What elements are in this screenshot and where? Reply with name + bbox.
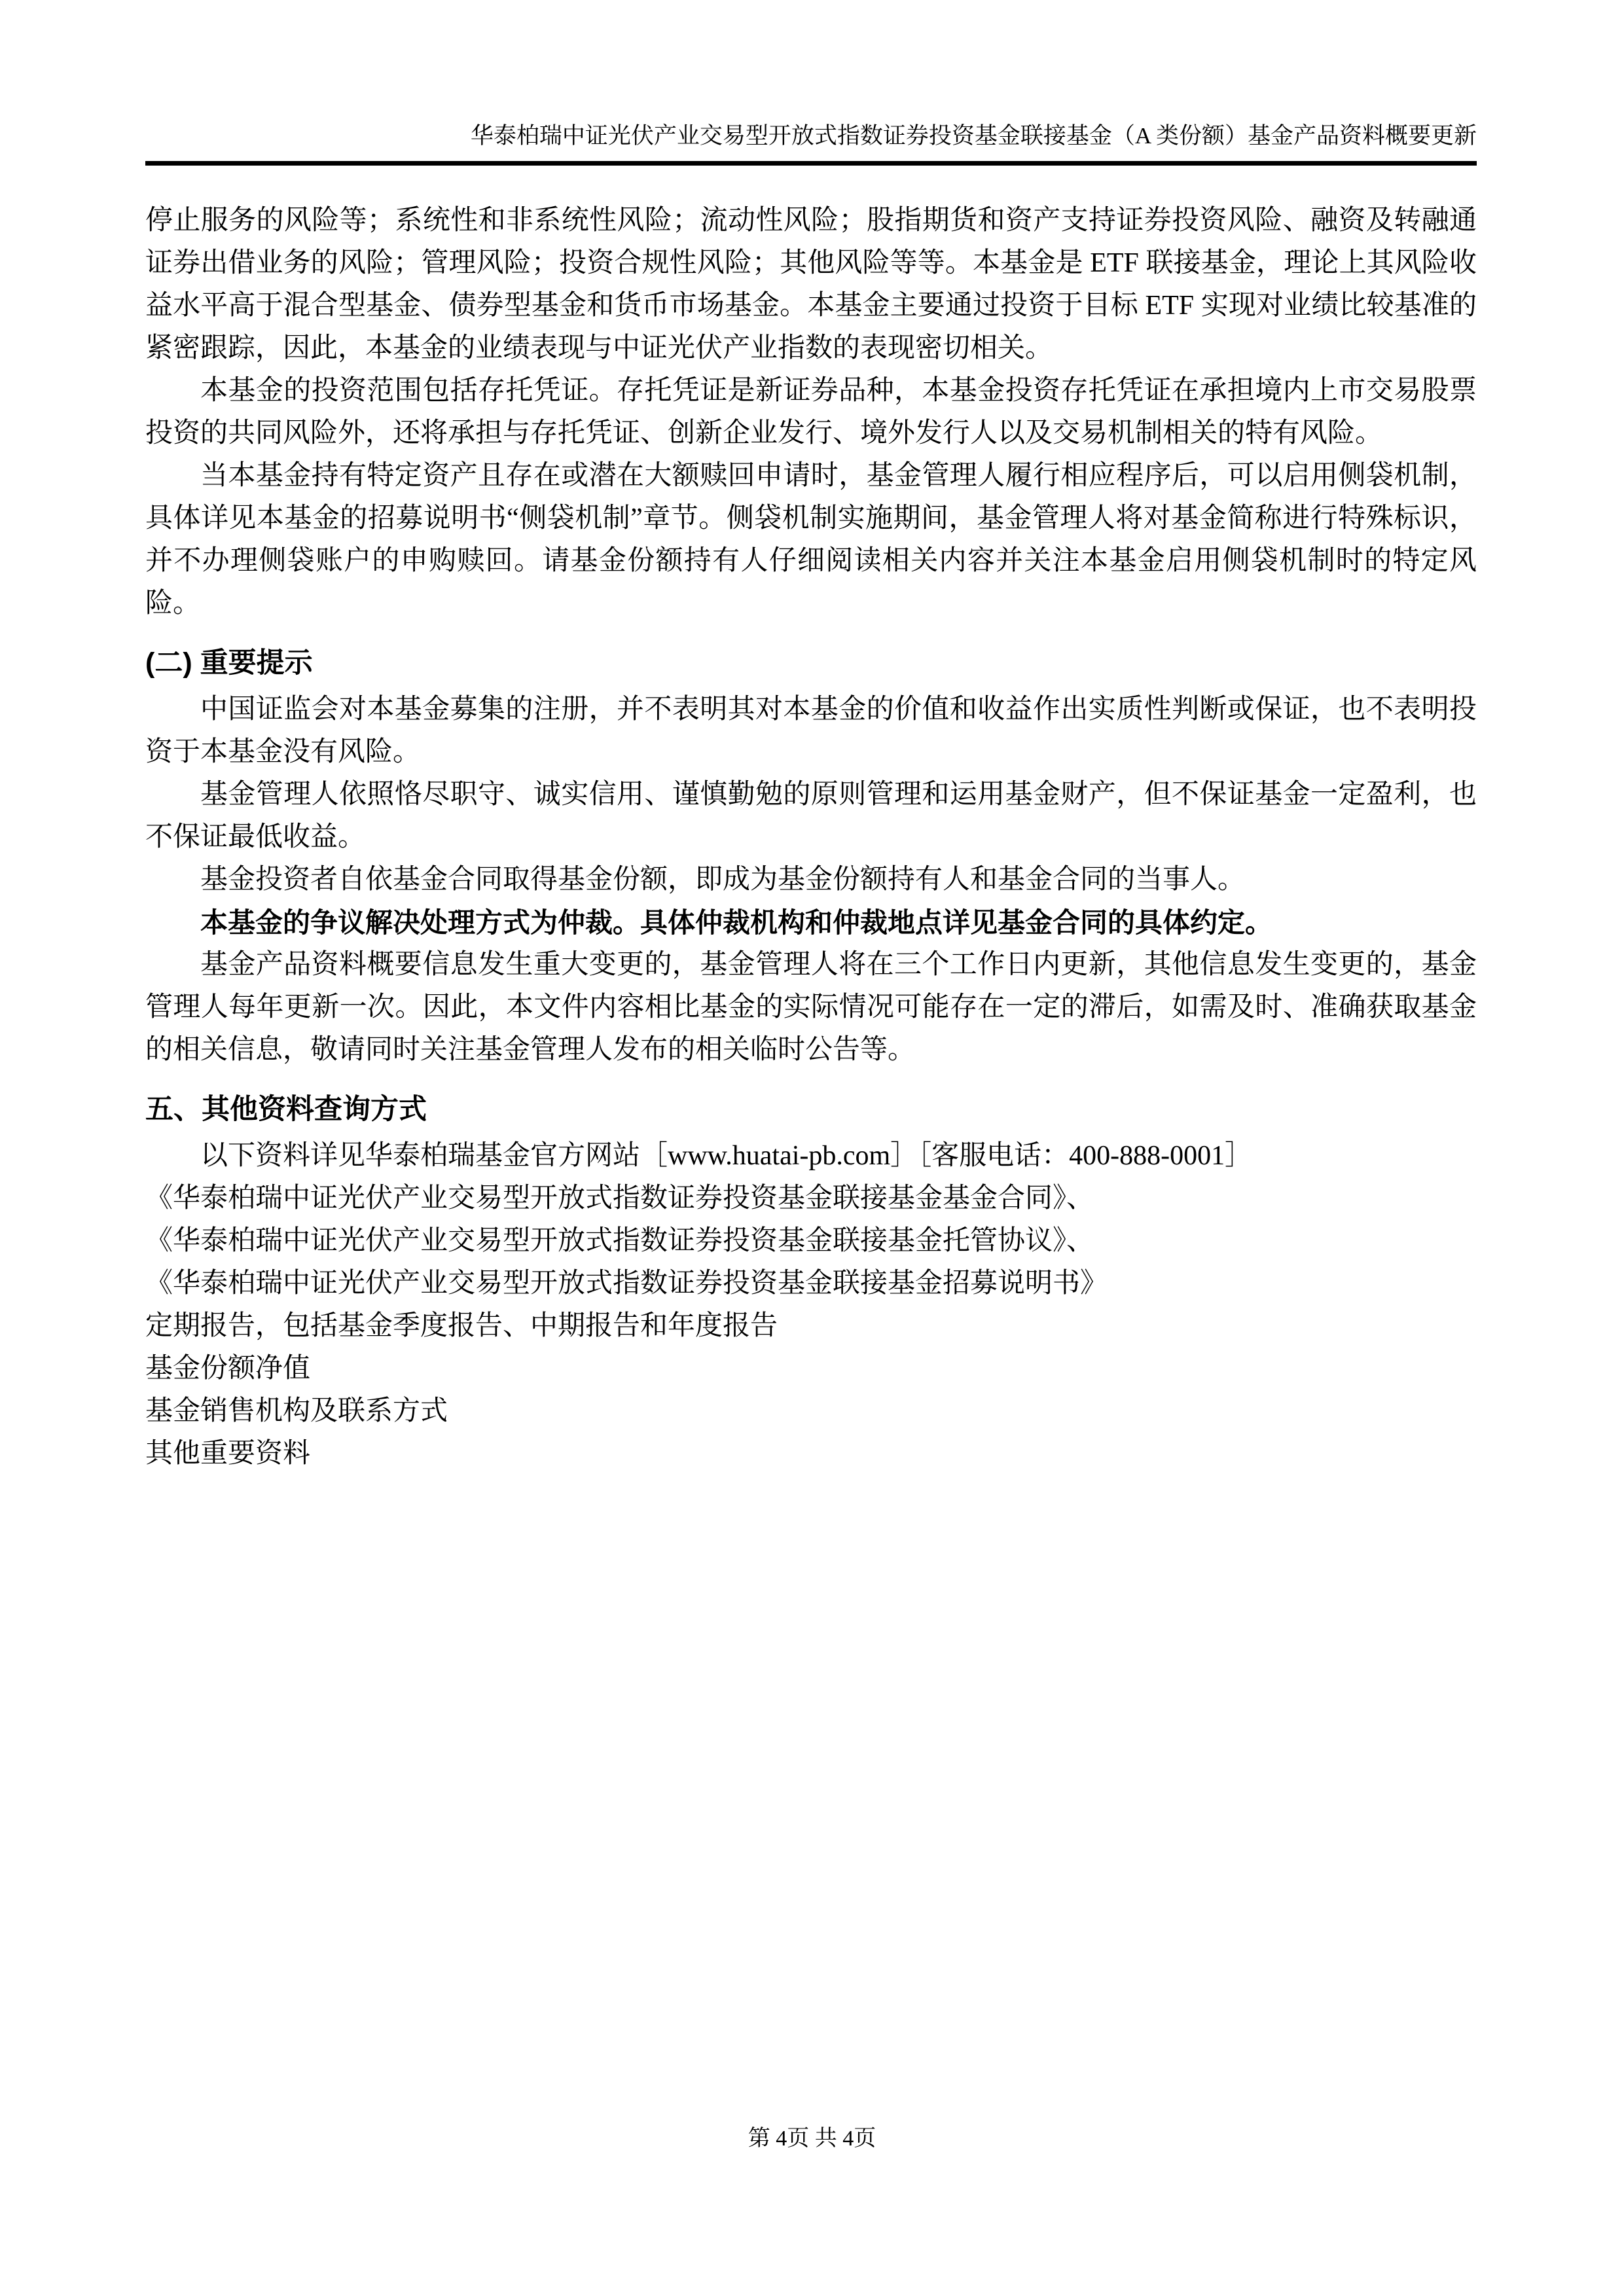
paragraph-arbitration-bold: 本基金的争议解决处理方式为仲裁。具体仲裁机构和仲裁地点详见基金合同的具体约定。	[200, 906, 1273, 938]
list-item-sales-agencies: 基金销售机构及联系方式	[145, 1395, 448, 1426]
list-item-nav: 基金份额净值	[145, 1353, 311, 1384]
list-item-custody-agreement: 《华泰柏瑞中证光伏产业交易型开放式指数证券投资基金联接基金托管协议》、	[145, 1225, 1094, 1256]
section-heading-important-notes: (二) 重要提示	[145, 647, 313, 679]
paragraph-manager-duty: 基金管理人依照恪尽职守、诚实信用、谨慎勤勉的原则管理和运用基金财产，但不保证基金一定盈利，也不保证最低收益。	[145, 779, 1477, 852]
document-header-title: 华泰柏瑞中证光伏产业交易型开放式指数证券投资基金联接基金（A 类份额）基金产品资料概要更新	[470, 123, 1477, 149]
paragraph-csrc-registration: 中国证监会对本基金募集的注册，并不表明其对本基金的价值和收益作出实质性判断或保证，也不表明投资于本基金没有风险。	[145, 694, 1477, 767]
paragraph-depositary-receipts: 本基金的投资范围包括存托凭证。存托凭证是新证券品种，本基金投资存托凭证在承担境内上市交易股票投资的共同风险外，还将承担与存托凭证、创新企业发行、境外发行人以及交易机制相关的特有风险。	[145, 375, 1477, 448]
section-heading-other-info: 五、其他资料查询方式	[145, 1093, 427, 1125]
header-divider	[145, 161, 1477, 166]
paragraph-investor-contract: 基金投资者自依基金合同取得基金份额，即成为基金份额持有人和基金合同的当事人。	[200, 864, 1246, 895]
paragraph-update-policy: 基金产品资料概要信息发生重大变更的，基金管理人将在三个工作日内更新，其他信息发生变更的，基金管理人每年更新一次。因此，本文件内容相比基金的实际情况可能存在一定的滞后，如需及时、准确获取基金的相关信息，敬请同时关注基金管理人发布的相关临时公告等。	[145, 949, 1477, 1065]
paragraph-website-info: 以下资料详见华泰柏瑞基金官方网站［www.huatai-pb.com］［客服电话：400-888-0001］	[200, 1140, 1253, 1171]
paragraph-risk-continuation: 停止服务的风险等；系统性和非系统性风险；流动性风险；股指期货和资产支持证券投资风险、融资及转融通证券出借业务的风险；管理风险；投资合规性风险；其他风险等等。本基金是 ETF 联接基金，理论上其风险收益水平高于混合型基金、债券型基金和货币市场基金。本基金主要通过投资于目标 ETF 实现对业绩比较基准的紧密跟踪，因此，本基金的业绩表现与中证光伏产业指数的表现密切相关。	[145, 205, 1477, 363]
list-item-prospectus: 《华泰柏瑞中证光伏产业交易型开放式指数证券投资基金联接基金招募说明书》	[145, 1268, 1108, 1299]
list-item-periodic-reports: 定期报告，包括基金季度报告、中期报告和年度报告	[145, 1310, 778, 1341]
list-item-fund-contract: 《华泰柏瑞中证光伏产业交易型开放式指数证券投资基金联接基金基金合同》、	[145, 1183, 1094, 1213]
paragraph-side-pocket: 当本基金持有特定资产且存在或潜在大额赎回申请时，基金管理人履行相应程序后，可以启用侧袋机制，具体详见本基金的招募说明书“侧袋机制”章节。侧袋机制实施期间，基金管理人将对基金简称进行特殊标识，并不办理侧袋账户的申购赎回。请基金份额持有人仔细阅读相关内容并关注本基金启用侧袋机制时的特定风险。	[145, 460, 1477, 619]
document-body	[145, 200, 1477, 1475]
page-number-footer: 第 4页 共 4页	[748, 2126, 876, 2151]
list-item-other-materials: 其他重要资料	[145, 1438, 311, 1469]
page-content	[145, 0, 1477, 1475]
